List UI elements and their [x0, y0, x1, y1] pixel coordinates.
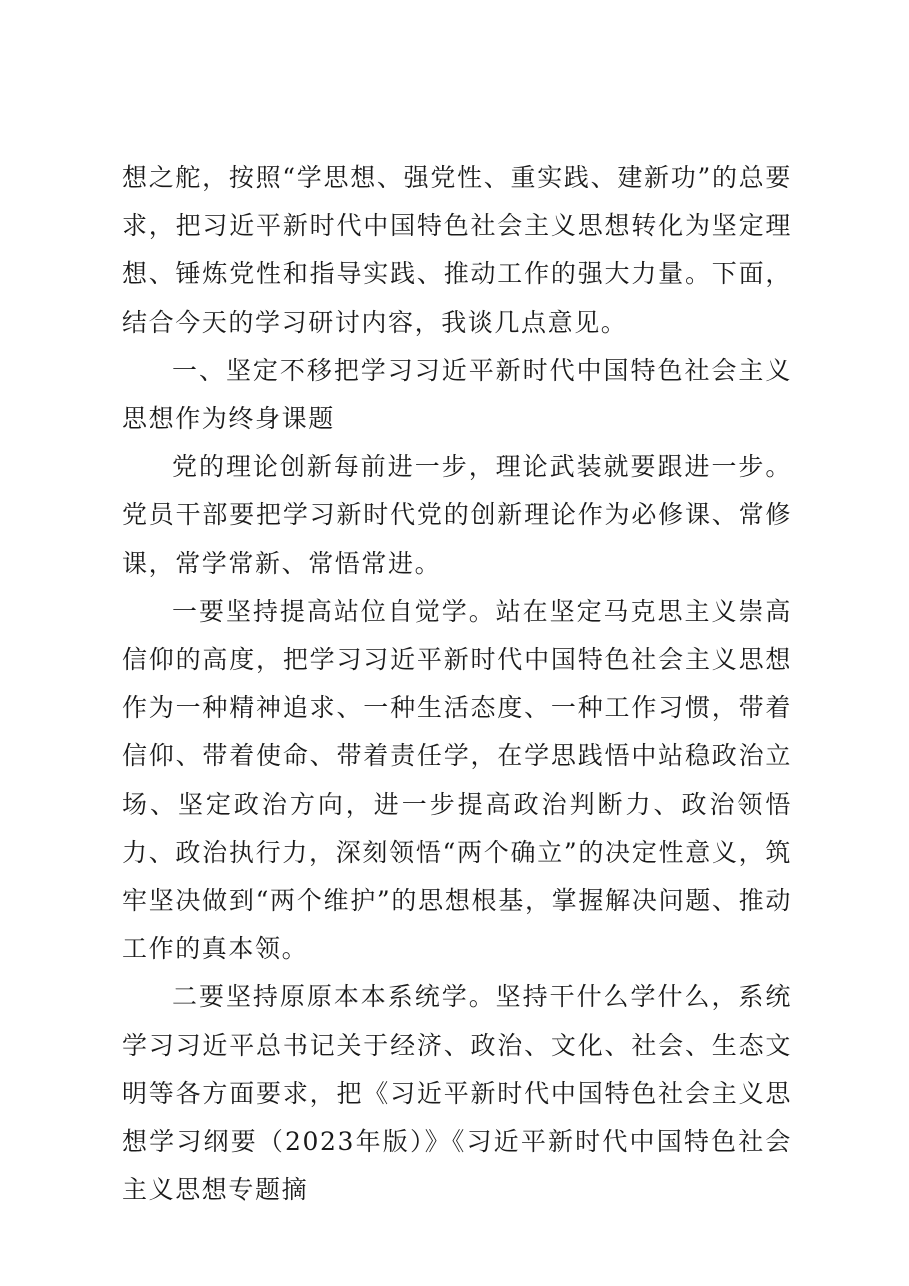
paragraph-point-two: 二要坚持原原本本系统学。坚持干什么学什么，系统学习习近平总书记关于经济、政治、文化、社会、生态文明等各方面要求，把《习近平新时代中国特色社会主义思想学习纲要（2023年版）》《习近平新时代中国特色社会主义思想专题摘 [122, 982, 792, 1205]
paragraph-continued-intro: 想之舵，按照“学思想、强党性、重实践、建新功”的总要求，把习近平新时代中国特色社会主义思想转化为坚定理想、锤炼党性和指导实践、推动工作的强大力量。下面，结合今天的学习研讨内容，我谈几点意见。 [122, 163, 792, 337]
paragraph-point-one: 一要坚持提高站位自觉学。站在坚定马克思主义崇高信仰的高度，把学习习近平新时代中国特色社会主义思想作为一种精神追求、一种生活态度、一种工作习惯，带着信仰、带着使命、带着责任学，在学思践悟中站稳政治立场、坚定政治方向，进一步提高政治判断力、政治领悟力、政治执行力，深刻领悟“两个确立”的决定性意义，筑牢坚决做到“两个维护”的思想根基，掌握解决问题、推动工作的真本领。 [122, 596, 792, 964]
paragraph-theory-arming: 党的理论创新每前进一步，理论武装就要跟进一步。党员干部要把学习新时代党的创新理论作为必修课、常修课，常学常新、常悟常进。 [122, 452, 792, 578]
section-heading-one: 一、坚定不移把学习习近平新时代中国特色社会主义思想作为终身课题 [122, 355, 792, 434]
document-body [122, 154, 792, 1214]
